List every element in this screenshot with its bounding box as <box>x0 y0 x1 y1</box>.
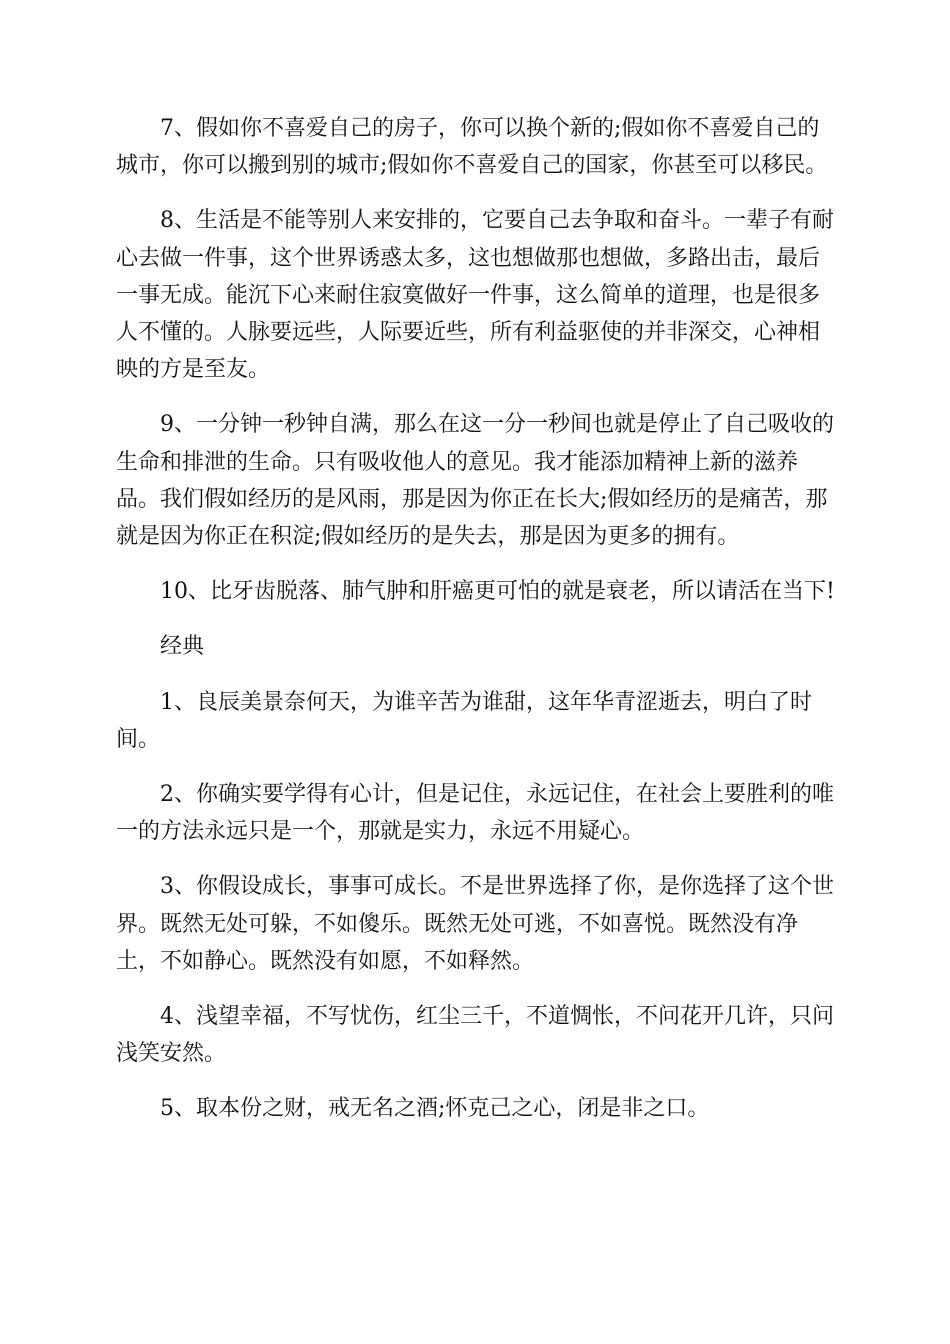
classic-paragraph-1: 1、良辰美景奈何天，为谁辛苦为谁甜，这年华青涩逝去，明白了时间。 <box>116 689 812 752</box>
document-body <box>116 110 838 1146</box>
classic-paragraph-4: 4、浅望幸福，不写忧伤，红尘三千，不道惆怅，不问花开几许，只问浅笑安然。 <box>116 1004 834 1067</box>
classic-paragraph-5: 5、取本份之财，戒无名之酒;怀克己之心，闭是非之口。 <box>160 1096 710 1122</box>
section-heading: 经典 <box>160 634 205 660</box>
paragraph-7: 7、假如你不喜爱自己的房子，你可以换个新的;假如你不喜爱自己的城市，你可以搬到别的城市;假如你不喜爱自己的国家，你甚至可以移民。 <box>116 116 828 179</box>
paragraph-10: 10、比牙齿脱落、肺气肿和肝癌更可怕的就是衰老，所以请活在当下! <box>160 579 835 605</box>
paragraph-8: 8、生活是不能等别人来安排的，它要自己去争取和奋斗。一辈子有耐心去做一件事，这个世界诱惑太多，这也想做那也想做，多路出击，最后一事无成。能沉下心来耐住寂寞做好一件事，这么简单的道理，也是很多人不懂的。人脉要远些，人际要近些，所有利益驱使的并非深交，心神相映的方是至友。 <box>116 208 834 383</box>
classic-paragraph-3: 3、你假设成长，事事可成长。不是世界选择了你，是你选择了这个世界。既然无处可躲，不如傻乐。既然无处可逃，不如喜悦。既然没有净土，不如静心。既然没有如愿，不如释然。 <box>116 874 834 974</box>
classic-paragraph-2: 2、你确实要学得有心计，但是记住，永远记住，在社会上要胜利的唯一的方法永远只是一个，那就是实力，永远不用疑心。 <box>116 782 834 845</box>
paragraph-9: 9、一分钟一秒钟自满，那么在这一分一秒间也就是停止了自己吸收的生命和排泄的生命。只有吸收他人的意见。我才能添加精神上新的滋养品。我们假如经历的是风雨，那是因为你正在长大;假如经历的是痛苦，那就是因为你正在积淀;假如经历的是失去，那是因为更多的拥有。 <box>116 412 834 550</box>
